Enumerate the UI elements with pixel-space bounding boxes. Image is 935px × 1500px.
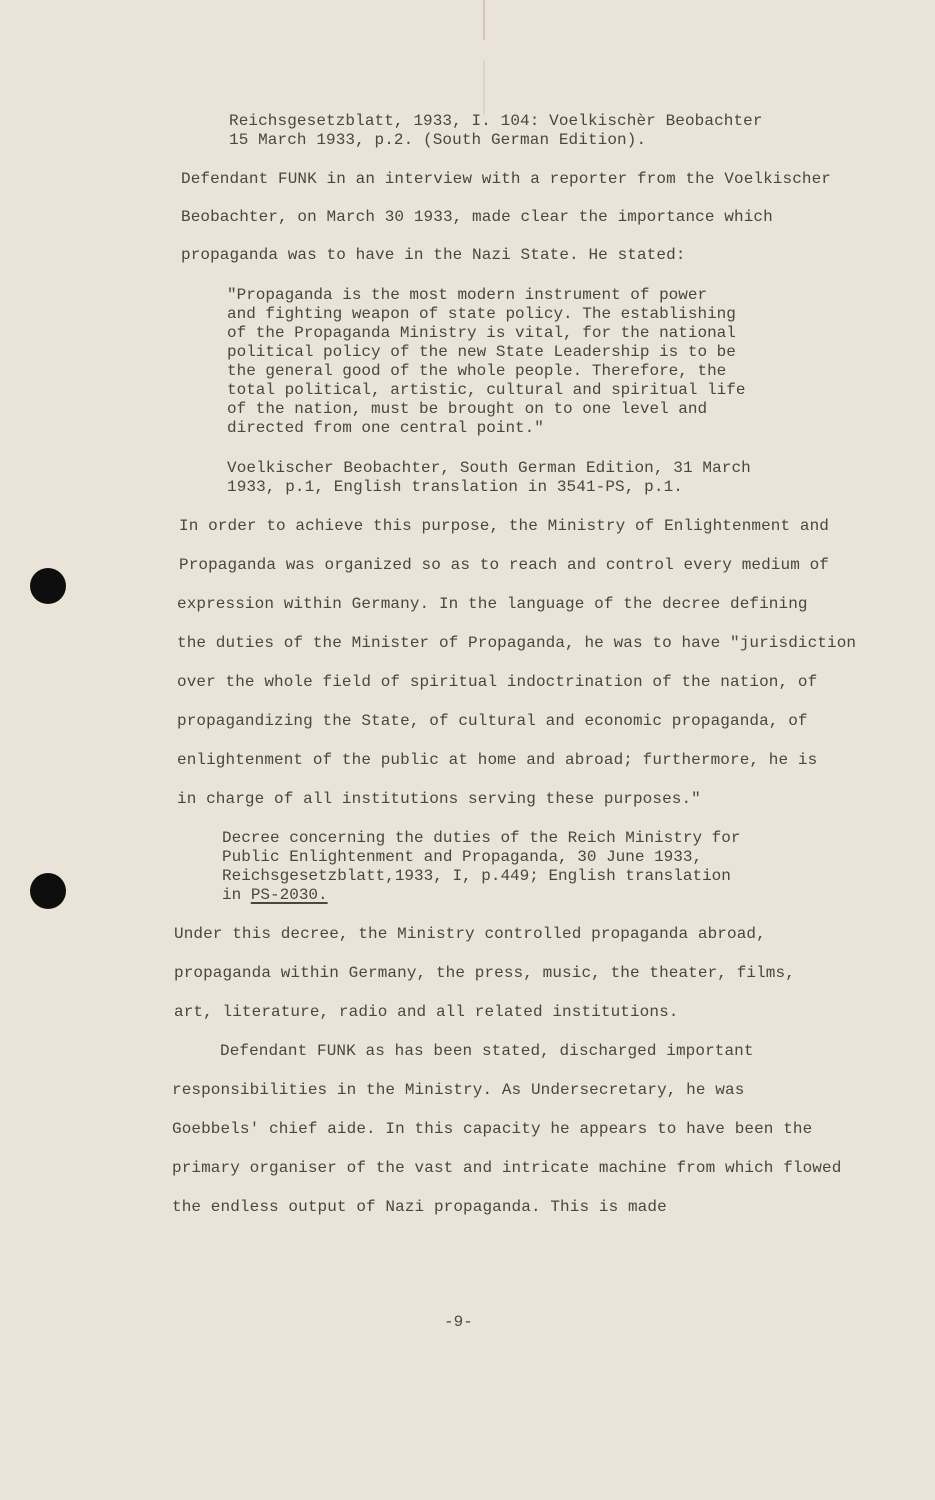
document-reference: PS-2030. <box>250 886 328 904</box>
body-line: expression within Germany. In the language of the decree defining <box>177 595 808 613</box>
citation-block <box>222 829 740 905</box>
body-line: primary organiser of the vast and intricate machine from which flowed <box>172 1159 842 1177</box>
citation-line: Decree concerning the duties of the Reich Ministry for <box>222 829 741 847</box>
quote-line: directed from one central point." <box>227 419 544 437</box>
punch-hole <box>30 873 66 909</box>
punch-hole <box>30 568 66 604</box>
quotation-block <box>227 286 745 438</box>
quote-line: the general good of the whole people. Therefore, the <box>227 362 727 380</box>
body-line: in charge of all institutions serving these purposes." <box>177 790 701 808</box>
body-line: Under this decree, the Ministry controlled propaganda abroad, <box>174 925 766 943</box>
body-line: propagandizing the State, of cultural and economic propaganda, of <box>177 712 808 730</box>
body-line: the duties of the Minister of Propaganda, he was to have "jurisdiction <box>177 634 857 652</box>
citation-line: Voelkischer Beobachter, South German Edition, 31 March <box>227 459 751 477</box>
quote-line: political policy of the new State Leadership is to be <box>227 343 736 361</box>
citation-line: Reichsgesetzblatt,1933, I, p.449; English translation <box>222 867 731 885</box>
citation-prefix: in <box>222 886 251 904</box>
citation-line: 1933, p.1, English translation in 3541-PS, p.1. <box>227 478 683 496</box>
body-line: Propaganda was organized so as to reach and control every medium of <box>179 556 830 574</box>
quote-line: total political, artistic, cultural and spiritual life <box>227 381 746 399</box>
quote-line: and fighting weapon of state policy. The establishing <box>227 305 736 323</box>
page-number: -9- <box>444 1313 473 1331</box>
fold-mark <box>483 60 485 115</box>
body-line: Defendant FUNK in an interview with a reporter from the Voelkischer <box>181 170 832 188</box>
body-line: responsibilities in the Ministry. As Undersecretary, he was <box>172 1081 745 1099</box>
body-line: over the whole field of spiritual indoctrination of the nation, of <box>177 673 818 691</box>
citation-line <box>222 886 740 905</box>
quote-line: of the Propaganda Ministry is vital, for the national <box>227 324 736 342</box>
body-line: Goebbels' chief aide. In this capacity he appears to have been the <box>172 1120 813 1138</box>
body-line: In order to achieve this purpose, the Ministry of Enlightenment and <box>179 517 830 535</box>
fold-mark <box>483 0 485 40</box>
quote-line: of the nation, must be brought on to one level and <box>227 400 708 418</box>
quote-line: "Propaganda is the most modern instrument of power <box>227 286 708 304</box>
body-line: art, literature, radio and all related institutions. <box>174 1003 679 1021</box>
citation-line: Reichsgesetzblatt, 1933, I. 104: Voelkischèr Beobachter <box>229 112 763 130</box>
body-line: Beobachter, on March 30 1933, made clear the importance which <box>181 208 773 226</box>
body-line: the endless output of Nazi propaganda. This is made <box>172 1198 667 1216</box>
body-line: enlightenment of the public at home and abroad; furthermore, he is <box>177 751 818 769</box>
citation-line: Public Enlightenment and Propaganda, 30 June 1933, <box>222 848 703 866</box>
body-line: Defendant FUNK as has been stated, discharged important <box>220 1042 754 1060</box>
citation-line: 15 March 1933, p.2. (South German Edition). <box>229 131 647 149</box>
body-line: propaganda was to have in the Nazi State. He stated: <box>181 246 686 264</box>
body-line: propaganda within Germany, the press, music, the theater, films, <box>174 964 795 982</box>
